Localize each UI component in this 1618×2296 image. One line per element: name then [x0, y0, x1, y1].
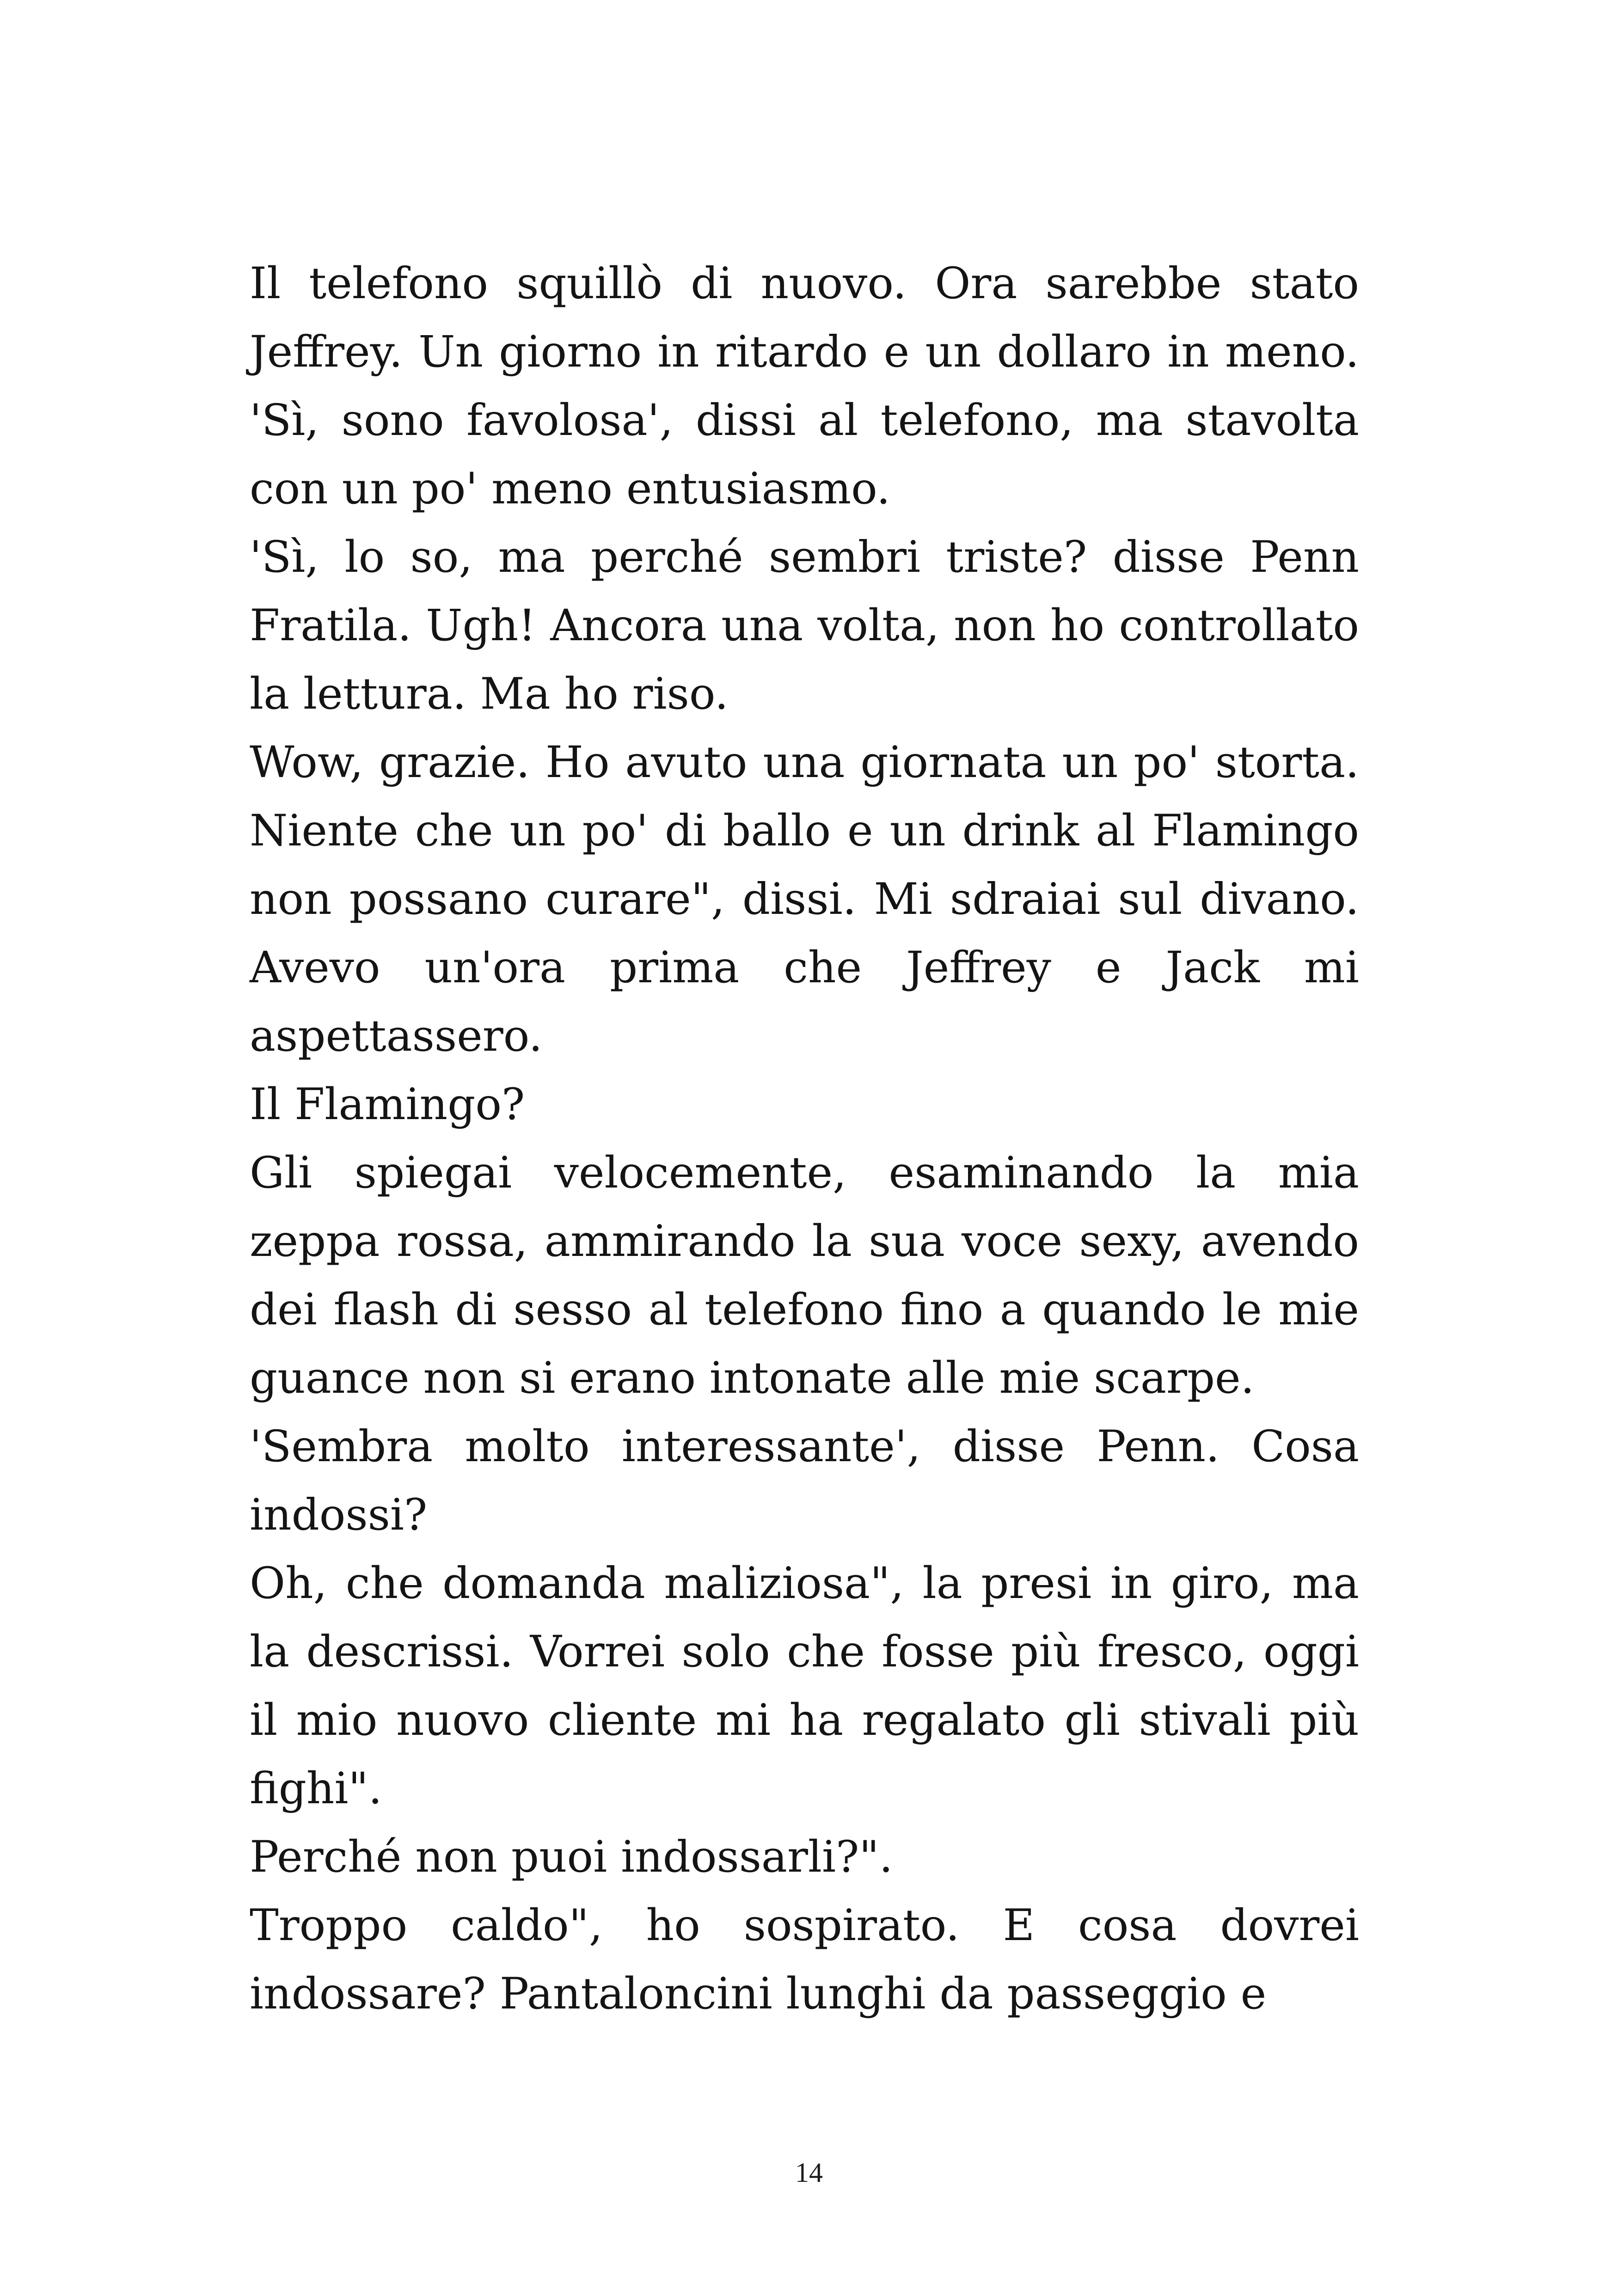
paragraph: 'Sembra molto interessante', disse Penn. Cosa indossi?	[250, 1421, 1359, 1540]
paragraph: 'Sì, lo so, ma perché sembri triste? disse Penn Fratila. Ugh! Ancora una volta, non ho controllato la lettura. Ma ho riso.	[250, 532, 1359, 719]
paragraph: Wow, grazie. Ho avuto una giornata un po' storta. Niente che un po' di ballo e un drink al Flamingo non possano curare", dissi. Mi sdraiai sul divano. Avevo un'ora prima che Jeffrey e Jack mi aspettassero.	[250, 737, 1359, 1061]
paragraph: Perché non puoi indossarli?".	[250, 1832, 893, 1882]
paragraph: Il telefono squillò di nuovo. Ora sarebbe stato Jeffrey. Un giorno in ritardo e un dollaro in meno. 'Sì, sono favolosa', dissi al telefono, ma stavolta con un po' meno entusiasmo.	[250, 258, 1359, 514]
paragraph: Oh, che domanda maliziosa", la presi in giro, ma la descrissi. Vorrei solo che fosse più fresco, oggi il mio nuovo cliente mi ha regalato gli stivali più fighi".	[250, 1558, 1359, 1814]
paragraph: Il Flamingo?	[250, 1079, 525, 1130]
body-text	[250, 250, 1359, 2028]
paragraph: Troppo caldo", ho sospirato. E cosa dovrei indossare? Pantaloncini lunghi da passeggio e	[250, 1900, 1359, 2019]
page-number: 14	[795, 2157, 823, 2188]
paragraph: Gli spiegai velocemente, esaminando la mia zeppa rossa, ammirando la sua voce sexy, avendo dei flash di sesso al telefono fino a quando le mie guance non si erano intonate alle mie scarpe.	[250, 1148, 1359, 1403]
